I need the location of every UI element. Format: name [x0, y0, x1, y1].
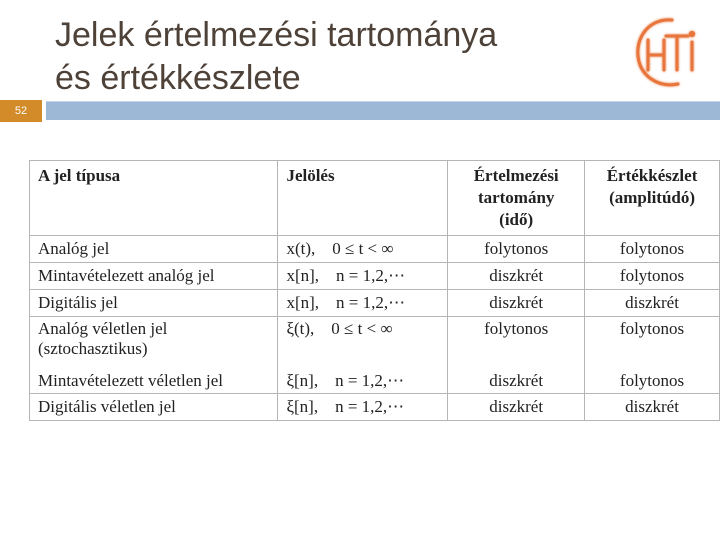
table-row — [30, 365, 720, 394]
cell-type: Mintavételezett véletlen jel — [30, 365, 278, 394]
cell-notation: ξ(t), 0 ≤ t < ∞ — [278, 317, 448, 366]
cell-range: folytonos — [585, 236, 720, 263]
cell-range: folytonos — [585, 317, 720, 366]
cell-type: Digitális jel — [30, 290, 278, 317]
cell-type-line-1: Analóg véletlen jel — [38, 319, 168, 338]
table-row — [30, 290, 720, 317]
cell-type-line-2: (sztochasztikus) — [38, 339, 148, 358]
cell-notation: ξ[n], n = 1,2,⋯ — [278, 365, 448, 394]
title-bar — [46, 101, 720, 120]
table-header-row — [30, 161, 720, 236]
header-range-line-1: Értékkészlet — [606, 166, 698, 185]
cell-range: diszkrét — [585, 290, 720, 317]
cell-notation: x[n], n = 1,2,⋯ — [278, 290, 448, 317]
slide-title — [55, 14, 615, 100]
cell-notation: x(t), 0 ≤ t < ∞ — [278, 236, 448, 263]
slide-number: 52 — [0, 100, 42, 122]
header-type — [30, 161, 278, 236]
signal-table — [29, 160, 720, 421]
cell-domain: diszkrét — [448, 263, 585, 290]
cell-notation: x[n], n = 1,2,⋯ — [278, 263, 448, 290]
slide-title-line-1: Jelek értelmezési tartománya — [55, 16, 498, 54]
cell-type — [30, 317, 278, 366]
table-row — [30, 394, 720, 421]
header-domain — [448, 161, 585, 236]
cell-domain: diszkrét — [448, 365, 585, 394]
cell-domain: folytonos — [448, 236, 585, 263]
table-row — [30, 317, 720, 366]
cell-type: Digitális véletlen jel — [30, 394, 278, 421]
header-domain-line-2: tartomány — [477, 188, 555, 207]
header-type-text: A jel típusa — [38, 166, 121, 185]
table-row — [30, 263, 720, 290]
cell-domain: folytonos — [448, 317, 585, 366]
header-notation-text: Jelölés — [286, 166, 335, 185]
table-row — [30, 236, 720, 263]
header-notation — [278, 161, 448, 236]
slide-title-line-2: és értékkészlete — [55, 59, 301, 97]
cell-domain: diszkrét — [448, 290, 585, 317]
signal-table-wrap — [29, 160, 720, 421]
cell-domain: diszkrét — [448, 394, 585, 421]
cell-range: folytonos — [585, 263, 720, 290]
cell-type: Analóg jel — [30, 236, 278, 263]
cell-range: diszkrét — [585, 394, 720, 421]
hti-logo — [628, 12, 704, 94]
header-range — [585, 161, 720, 236]
cell-notation: ξ[n], n = 1,2,⋯ — [278, 394, 448, 421]
cell-range: folytonos — [585, 365, 720, 394]
header-domain-line-1: Értelmezési — [473, 166, 559, 185]
header-range-line-2: (amplitúdó) — [609, 188, 696, 207]
cell-type: Mintavételezett analóg jel — [30, 263, 278, 290]
header-domain-line-3: (idő) — [499, 210, 534, 229]
logo-text: HTI — [628, 12, 630, 13]
